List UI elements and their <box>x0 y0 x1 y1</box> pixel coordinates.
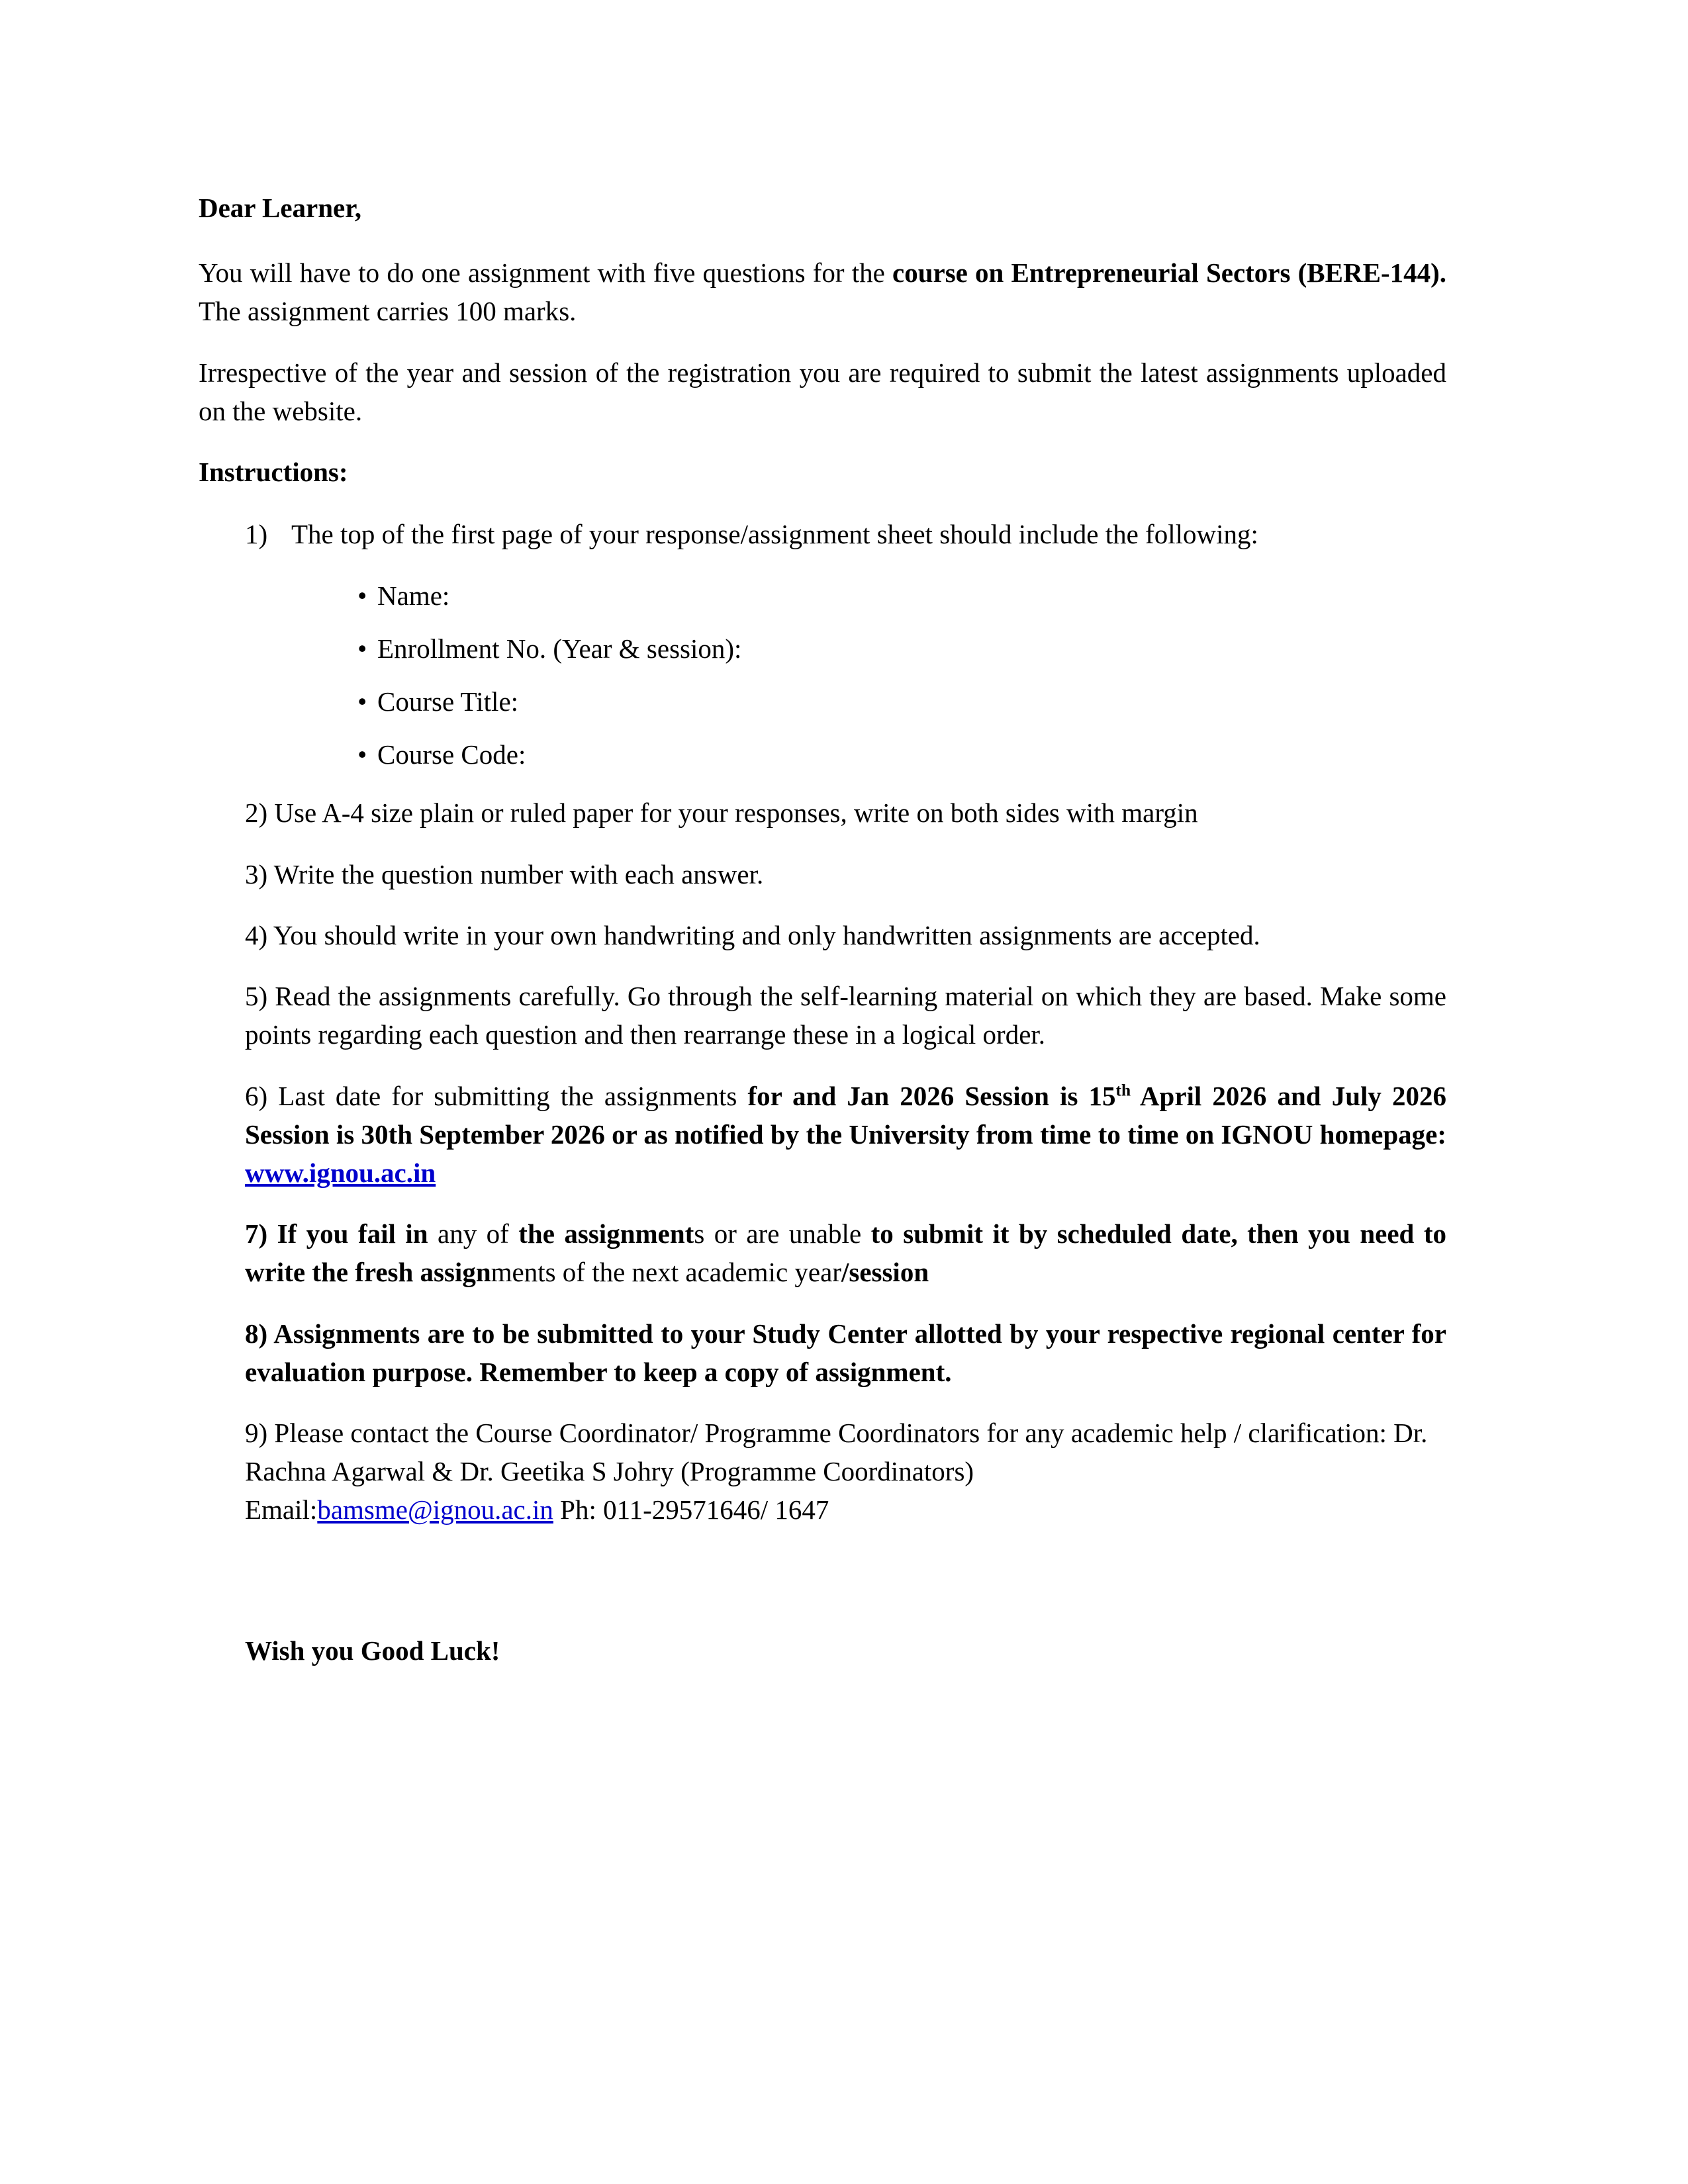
item7-bold-3: to submit it by scheduled date, then you need to write the fresh assign <box>245 1218 1446 1288</box>
list-item <box>357 682 1446 721</box>
document-body <box>199 189 1446 1670</box>
instruction-item-5: 5) Read the assignments carefully. Go through the self-learning material on which they are based. Make some points regarding each question and then rearrange these in a logical order. <box>245 981 1446 1050</box>
list-item <box>357 629 1446 668</box>
instruction-item-9 <box>199 1414 1446 1529</box>
instruction-item-1 <box>199 515 1446 553</box>
item7-bold-1: 7) If you fail in <box>245 1218 438 1250</box>
bullet-label: Name: <box>377 580 450 611</box>
bullet-icon: • <box>357 739 367 770</box>
instruction-item-4: 4) You should write in your own handwriting and only handwritten assignments are accepted. <box>245 919 1260 950</box>
item9-phone: Ph: 011-29571646/ 1647 <box>553 1494 829 1525</box>
bullet-icon: • <box>357 686 367 717</box>
bullet-label: Course Code: <box>377 739 526 770</box>
instruction-item-3: 3) Write the question number with each answer. <box>245 858 764 889</box>
instruction-item-2: 2) Use A-4 size plain or ruled paper for your responses, write on both sides with margin <box>245 797 1198 829</box>
bullet-label: Course Title: <box>377 686 519 717</box>
ignou-homepage-link[interactable]: www.ignou.ac.in <box>245 1157 436 1188</box>
registration-note: Irrespective of the year and session of the registration you are required to submit the latest assignments uploaded on the website. <box>199 357 1446 426</box>
bottom-spacer <box>199 1552 1446 1631</box>
instruction-item-6 <box>199 1077 1446 1193</box>
item9-email-label: Email: <box>245 1494 318 1525</box>
item9-line1: 9) Please contact the Course Coordinator/ Programme Coordinators for any academic help / clarification: Dr. Rachna Agarwal & Dr. Geetika S Johry (Programme Coordinators) <box>245 1418 1428 1487</box>
item6-bold-second: April 2026 and July 2026 Session is 30th September 2026 or as notified by the University from time to time on IGNOU homepage: <box>245 1080 1446 1150</box>
item6-bold-first: for and Jan 2026 Session is 15 <box>747 1080 1116 1111</box>
intro-tail: The assignment carries 100 marks. <box>199 296 577 327</box>
instruction-item-1-text: The top of the first page of your response/assignment sheet should include the following: <box>291 519 1258 550</box>
item6-lead: 6) Last date for submitting the assignments <box>245 1080 748 1111</box>
item7-regular-4: ments of the next academic year <box>491 1257 841 1288</box>
item6-ordinal-suffix: th <box>1115 1080 1131 1099</box>
item7-regular-2: s or <box>694 1218 747 1250</box>
header-fields-list <box>199 576 1446 774</box>
coordinator-email-link[interactable]: bamsme@ignou.ac.in <box>317 1494 553 1525</box>
bullet-icon: • <box>357 580 367 611</box>
item7-bold-4: /session <box>841 1257 929 1288</box>
item7-regular-1: any of <box>438 1218 519 1250</box>
intro-lead: You will have to do one assignment with five questions for the <box>199 257 893 289</box>
bullet-label: Enrollment No. (Year & session): <box>377 633 742 664</box>
item7-regular-3: are unable <box>746 1218 871 1250</box>
list-item <box>357 576 1446 615</box>
closing-message: Wish you Good Luck! <box>245 1635 500 1666</box>
instruction-item-8: 8) Assignments are to be submitted to your Study Center allotted by your respective regional center for evaluation purpose. Remember to keep a copy of assignment. <box>245 1318 1446 1387</box>
course-name-bold: course on Entrepreneurial Sectors (BERE-144). <box>892 257 1447 289</box>
salutation: Dear Learner, <box>199 193 361 223</box>
item7-bold-2: the assignment <box>518 1218 694 1250</box>
bullet-icon: • <box>357 633 367 664</box>
instructions-heading: Instructions: <box>199 457 348 488</box>
list-item <box>357 735 1446 774</box>
instruction-item-7 <box>199 1214 1446 1291</box>
intro-paragraph <box>199 253 1446 330</box>
instruction-item-1-number: 1) <box>245 519 268 550</box>
